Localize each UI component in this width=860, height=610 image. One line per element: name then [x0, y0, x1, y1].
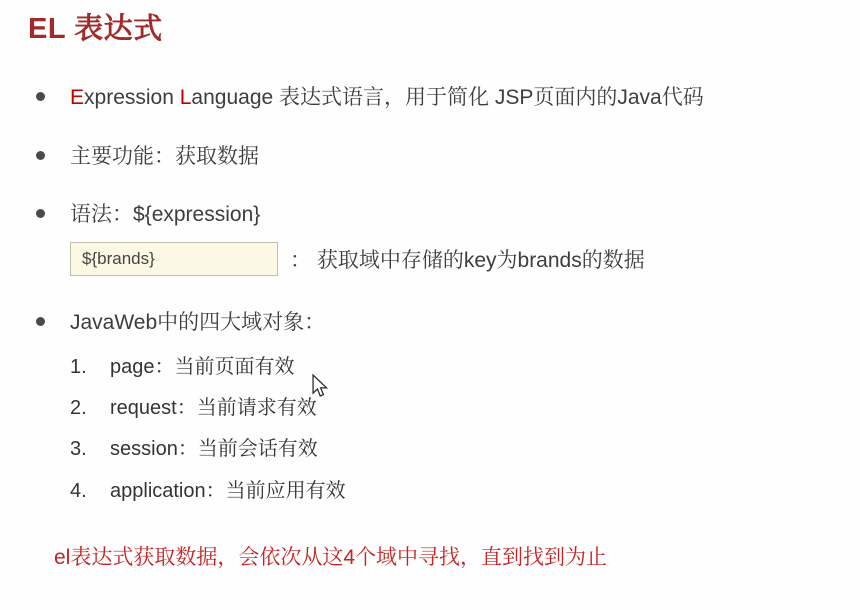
bullet-dot-icon — [36, 317, 45, 326]
accent-letter-l: L — [179, 86, 192, 109]
bullet-text: Expression Language 表达式语言，用于简化 JSP页面内的Java代码 — [70, 86, 704, 109]
list-item-page — [70, 350, 295, 379]
bullet-item-four-domains — [36, 306, 325, 336]
list-item-text: session：当前会话有效 — [110, 438, 318, 460]
list-item-number: 2. — [70, 397, 87, 419]
bullet-dot-icon — [36, 209, 45, 218]
bullet-text: 主要功能：获取数据 — [70, 145, 259, 168]
list-item-request — [70, 391, 317, 420]
list-item-text: application：当前应用有效 — [110, 480, 346, 502]
page-title: EL 表达式 — [28, 13, 163, 45]
list-item-session — [70, 432, 318, 461]
bullet-dot-icon — [36, 92, 45, 101]
list-item-number: 1. — [70, 356, 87, 378]
bullet-text: 语法：${expression} — [70, 203, 261, 226]
list-item-text: page：当前页面有效 — [110, 356, 295, 378]
footer-note: el表达式获取数据，会依次从这4个域中寻找，直到找到为止 — [54, 546, 608, 569]
bullet-item-expression-language — [36, 81, 704, 111]
code-example-description: ： 获取域中存储的key为brands的数据 — [290, 249, 645, 272]
el-code-box: ${brands} — [70, 242, 278, 276]
accent-letter-e: E — [70, 86, 85, 109]
code-example-row — [70, 242, 645, 276]
bullet-item-syntax — [36, 198, 260, 228]
list-item-number: 4. — [70, 480, 87, 502]
bullet-item-main-function — [36, 140, 259, 170]
list-item-text: request：当前请求有效 — [110, 397, 317, 419]
list-item-number: 3. — [70, 438, 87, 460]
bullet-text: JavaWeb中的四大域对象： — [70, 311, 326, 334]
bullet-dot-icon — [36, 151, 45, 160]
list-item-application — [70, 474, 346, 503]
